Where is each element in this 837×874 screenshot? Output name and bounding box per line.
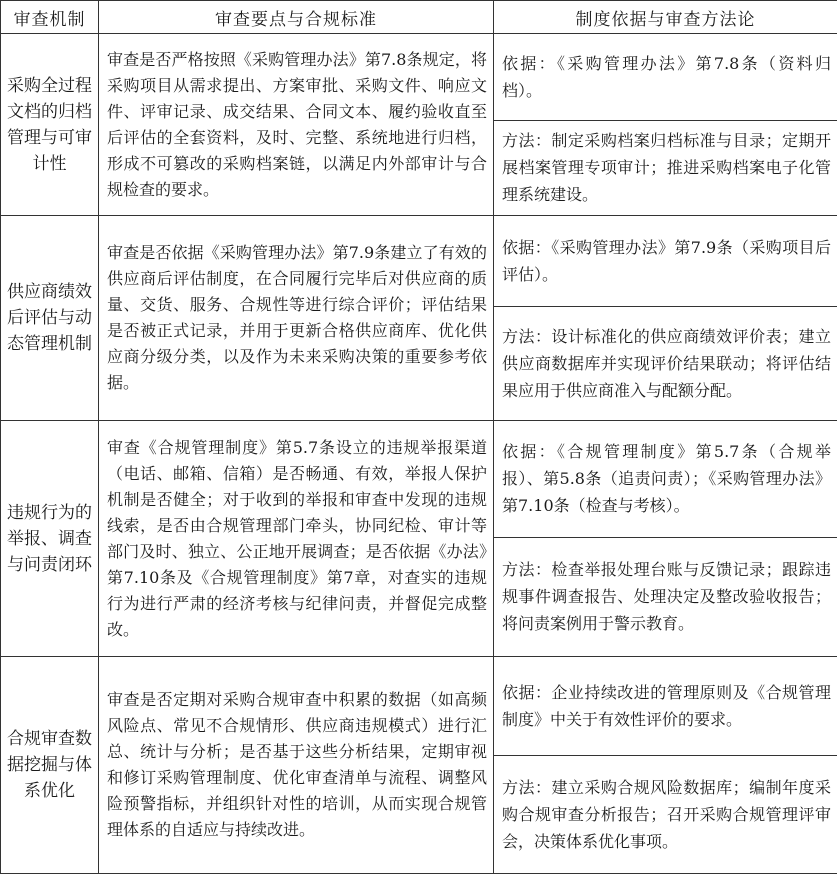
mechanism-cell: 违规行为的举报、调查与问责闭环 (1, 421, 99, 657)
requirement-cell: 审查是否定期对采购合规审查中积累的数据（如高频风险点、常见不合规情形、供应商违规模式）进行汇总、统计与分析；是否基于这些分析结果，定期审视和修订采购管理制度、优化审查清单与流程、调整风险预警指标，并组织针对性的培训，从而实现合规管理体系的自适应与持续改进。 (99, 657, 494, 874)
basis-text: 依据：《采购管理办法》第7.9条（采购项目后评估）。 (494, 216, 837, 306)
basis-cell (494, 421, 837, 657)
header-requirement: 审查要点与合规标准 (99, 1, 494, 34)
requirement-cell: 审查《合规管理制度》第5.7条设立的违规举报渠道（电话、邮箱、信箱）是否畅通、有效，举报人保护机制是否健全；对于收到的举报和审查中发现的违规线索，是否由合规管理部门牵头，协同纪检、审计等部门及时、独立、公正地开展调查；是否依据《办法》第7.10条及《合规管理制度》第7章，对查实的违规行为进行严肃的经济考核与纪律问责，并督促完成整改。 (99, 421, 494, 657)
basis-cell (494, 216, 837, 421)
basis-cell (494, 34, 837, 216)
method-text: 方法：建立采购合规风险数据库；编制年度采购合规审查分析报告；召开采购合规管理评审会，决策体系优化事项。 (494, 755, 837, 873)
mechanism-cell: 合规审查数据挖掘与体系优化 (1, 657, 99, 874)
requirement-cell: 审查是否严格按照《采购管理办法》第7.8条规定，将采购项目从需求提出、方案审批、采购文件、响应文件、评审记录、成交结果、合同文本、履约验收直至后评估的全套资料，及时、完整、系统地进行归档，形成不可篡改的采购档案链，以满足内外部审计与合规检查的要求。 (99, 34, 494, 216)
basis-text: 依据：《合规管理制度》第5.7条（合规举报）、第5.8条（追责问责）；《采购管理办法》第7.10条（检查与考核）。 (494, 421, 837, 537)
mechanism-cell: 采购全过程文档的归档管理与可审计性 (1, 34, 99, 216)
header-basis: 制度依据与审查方法论 (494, 1, 837, 34)
basis-text: 依据：《采购管理办法》第7.8条（资料归档）。 (494, 34, 837, 120)
basis-cell (494, 657, 837, 874)
table-row (1, 421, 837, 657)
table-row (1, 657, 837, 874)
header-row (1, 1, 837, 34)
requirement-cell: 审查是否依据《采购管理办法》第7.9条建立了有效的供应商后评估制度，在合同履行完毕后对供应商的质量、交货、服务、合规性等进行综合评价；评估结果是否被正式记录，并用于更新合格供应商库、优化供应商分级分类，以及作为未来采购决策的重要参考依据。 (99, 216, 494, 421)
method-text: 方法：检查举报处理台账与反馈记录；跟踪违规事件调查报告、处理决定及整改验收报告；将问责案例用于警示教育。 (494, 537, 837, 656)
header-mechanism: 审查机制 (1, 1, 99, 34)
method-text: 方法：制定采购档案归档标准与目录；定期开展档案管理专项审计；推进采购档案电子化管理系统建设。 (494, 120, 837, 215)
method-text: 方法：设计标准化的供应商绩效评价表；建立供应商数据库并实现评价结果联动；将评估结果应用于供应商准入与配额分配。 (494, 306, 837, 420)
table-row (1, 216, 837, 421)
basis-text: 依据：企业持续改进的管理原则及《合规管理制度》中关于有效性评价的要求。 (494, 657, 837, 755)
mechanism-cell: 供应商绩效后评估与动态管理机制 (1, 216, 99, 421)
table-row (1, 34, 837, 216)
